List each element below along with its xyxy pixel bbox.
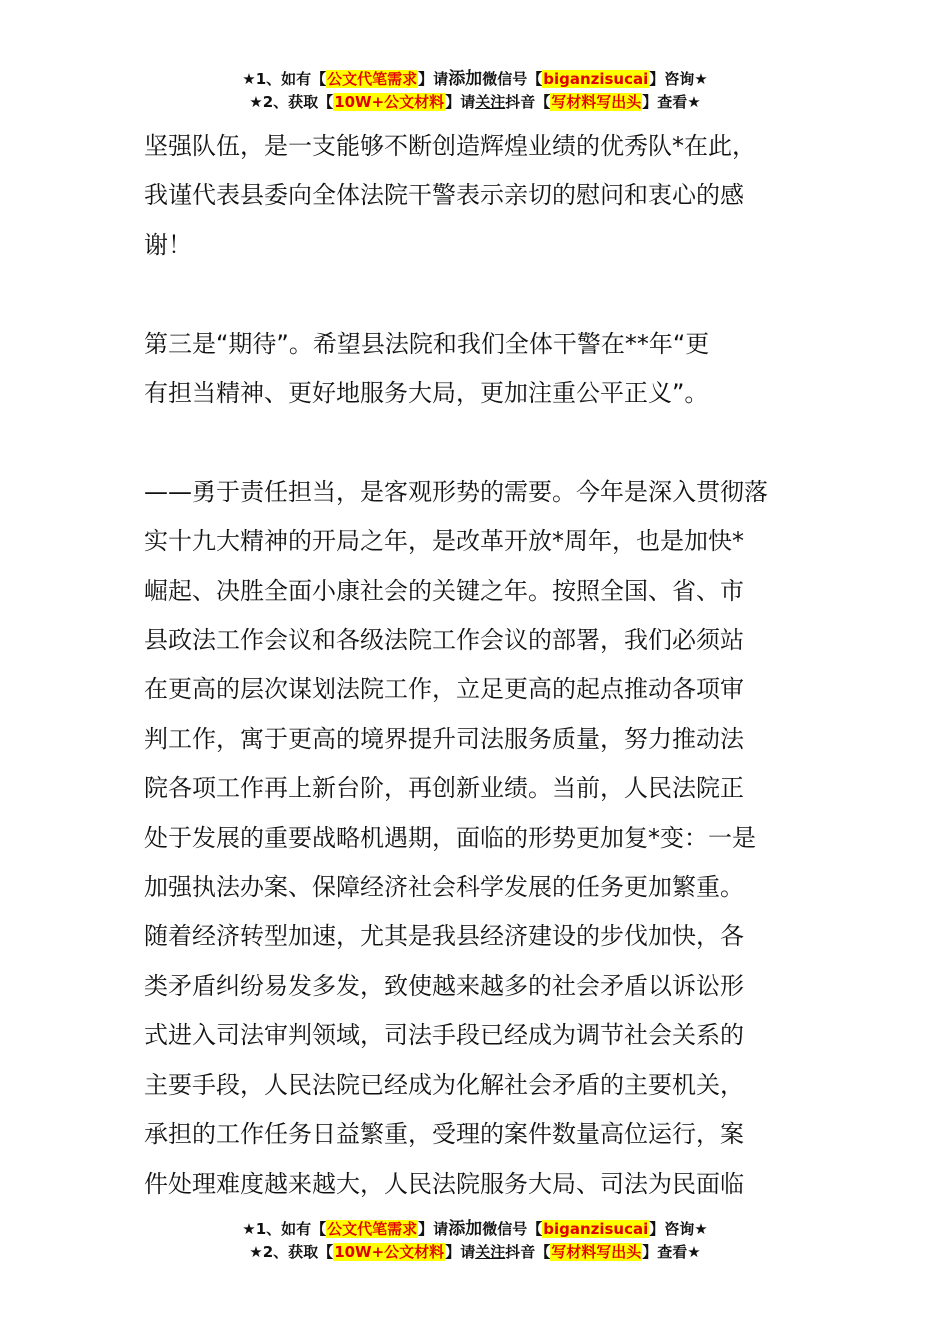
banner-line-2	[0, 1241, 950, 1264]
banner-text: ★1、如有【	[242, 70, 327, 88]
highlight-wechat-id: biganzisucai	[543, 70, 649, 88]
body-line: 随着经济转型加速，尤其是我县经济建设的步伐加快，各	[144, 922, 744, 951]
highlight-materials: 10W+公文材料	[334, 1243, 445, 1261]
body-line: 类矛盾纠纷易发多发，致使越来越多的社会矛盾以诉讼形	[144, 971, 744, 1000]
document-body	[144, 122, 810, 1209]
body-line: 县政法工作会议和各级法院工作会议的部署，我们必须站	[144, 626, 744, 655]
body-line: 承担的工作任务日益繁重，受理的案件数量高位运行，案	[144, 1120, 744, 1149]
banner-emphasis: 关注	[475, 1243, 506, 1261]
body-line: 实十九大精神的开局之年，是改革开放*周年，也是加快*	[144, 527, 744, 556]
banner-text: 】请	[445, 1243, 476, 1261]
banner-text: 】查看★	[642, 93, 701, 111]
banner-text: 微信号【	[482, 1220, 543, 1238]
banner-text: ★2、获取【	[249, 1243, 334, 1261]
highlight-wechat-id: biganzisucai	[543, 1220, 649, 1238]
body-line: 件处理难度越来越大，人民法院服务大局、司法为民面临	[144, 1169, 744, 1198]
body-line: ——勇于责任担当，是客观形势的需要。今年是深入贯彻落	[144, 477, 768, 506]
banner-text: 】请	[445, 93, 476, 111]
banner-text: 抖音【	[505, 1243, 551, 1261]
body-line: 处于发展的重要战略机遇期，面临的形势更加复*变：一是	[144, 823, 756, 852]
body-line: 谢！	[144, 230, 192, 259]
banner-line-2	[0, 91, 950, 114]
body-line: 在更高的层次谋划法院工作，立足更高的起点推动各项审	[144, 675, 744, 704]
paragraph-gap	[144, 418, 810, 467]
header-banner	[0, 68, 950, 114]
banner-text: 】请	[418, 1220, 449, 1238]
banner-text: 微信号【	[482, 70, 543, 88]
banner-emphasis: 添加	[448, 1219, 483, 1239]
highlight-service: 公文代笔需求	[327, 70, 418, 88]
banner-text: 】咨询★	[649, 1220, 708, 1238]
body-line: 坚强队伍，是一支能够不断创造辉煌业绩的优秀队*在此，	[144, 132, 756, 160]
body-line: 式进入司法审判领域，司法手段已经成为调节社会关系的	[144, 1021, 744, 1050]
body-line: 判工作，寓于更高的境界提升司法服务质量，努力推动法	[144, 724, 744, 753]
body-line: 崛起、决胜全面小康社会的关键之年。按照全国、省、市	[144, 576, 744, 605]
body-line: 第三是“期待”。希望县法院和我们全体干警在**年“更	[144, 329, 710, 358]
body-line: 有担当精神、更好地服务大局，更加注重公平正义”。	[144, 379, 709, 408]
body-line: 加强执法办案、保障经济社会科学发展的任务更加繁重。	[144, 873, 744, 902]
body-line: 主要手段，人民法院已经成为化解社会矛盾的主要机关，	[144, 1070, 744, 1099]
paragraph-gap	[144, 270, 810, 319]
banner-line-1	[0, 1218, 950, 1241]
banner-text: 】咨询★	[649, 70, 708, 88]
body-line: 我谨代表县委向全体法院干警表示亲切的慰问和衷心的感	[144, 181, 744, 210]
banner-emphasis: 添加	[448, 69, 483, 89]
banner-text: ★1、如有【	[242, 1220, 327, 1238]
highlight-douyin: 写材料写出头	[551, 93, 642, 111]
banner-text: ★2、获取【	[249, 93, 334, 111]
banner-text: 】查看★	[642, 1243, 701, 1261]
banner-emphasis: 关注	[475, 93, 506, 111]
body-line: 院各项工作再上新台阶，再创新业绩。当前，人民法院正	[144, 774, 744, 803]
banner-text: 】请	[418, 70, 449, 88]
highlight-douyin: 写材料写出头	[551, 1243, 642, 1261]
highlight-service: 公文代笔需求	[327, 1220, 418, 1238]
highlight-materials: 10W+公文材料	[334, 93, 445, 111]
footer-banner	[0, 1218, 950, 1264]
banner-text: 抖音【	[505, 93, 551, 111]
banner-line-1	[0, 68, 950, 91]
